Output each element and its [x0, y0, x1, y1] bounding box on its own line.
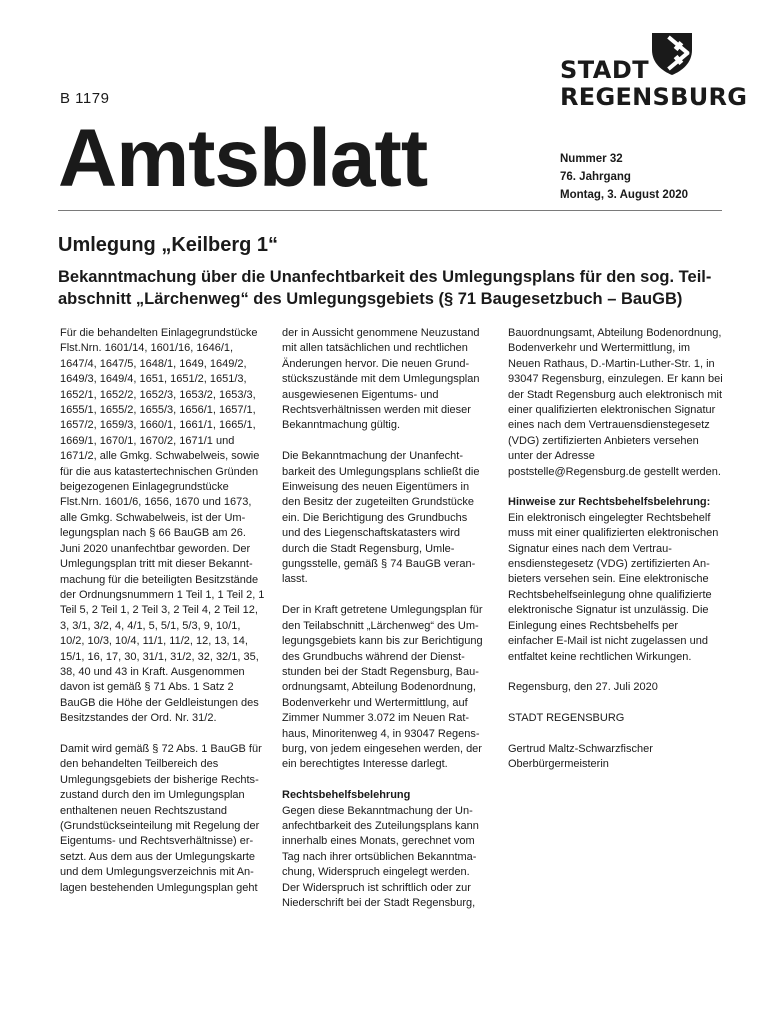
issue-info: [560, 150, 688, 204]
text-column-2: [282, 326, 487, 927]
issue-date: Montag, 3. August 2020: [560, 189, 689, 201]
coat-of-arms-icon: [648, 30, 696, 76]
city-logo: [560, 30, 748, 111]
article-title: Umlegung „Keilberg 1“: [58, 234, 279, 256]
issuing-authority: STADT REGENSBURG: [508, 712, 625, 725]
paragraph: Gegen diese Bekanntmachung der Unanfechtbarkeit des Zuteilungsplans kann innerhalb eines Monats, gerechnet vom Tag nach ihrer ortsüblichen Bekanntmachung, Widerspruch eingelegt werden. Der Widerspruch ist schriftlich oder zur Niederschrift bei der Stadt Regensburg,: [282, 804, 479, 909]
volume-year: 76. Jahrgang: [560, 171, 631, 183]
place-date: Regensburg, den 27. Juli 2020: [508, 681, 658, 694]
paragraph: Bauordnungsamt, Abteilung Bodenordnung, Bodenverkehr und Wertermittlung, im Neuen Rathaus, D.-Martin-Luther-Str. 1, in 93047 Regensburg, einzulegen. Er kann bei der Stadt Regensburg auch elektronisch mit einer qualifizierten elektronischen Signatur eines nach dem Vertrauensdienstegesetz (VDG) zertifizierten Anbieters versehen unter der Adresse poststelle@Regensburg.de gestellt werden.: [508, 327, 723, 478]
logo-text-regensburg: REGENSBURG: [560, 83, 748, 111]
masthead-title: Amtsblatt: [58, 113, 428, 204]
section-block: [282, 788, 487, 911]
section-block: [508, 495, 724, 664]
article-subtitle: Bekanntmachung über die Unanfechtbarkeit des Umlegungsplans für den sog. Teilabschnitt „Lärchenweg“ des Umlegungsgebiets (§ 71 Baugesetzbuch – BauGB): [58, 268, 712, 308]
paragraph: Der in Kraft getretene Umlegungsplan für den Teilabschnitt „Lärchenweg“ des Umlegungsgebiets kann bis zur Berichtigung des Grundbuchs während der Dienststunden bei der Stadt Regensburg, Bauordnungsamt, Abteilung Bodenordnung, Bodenverkehr und Wertermittlung, auf Zimmer Nummer 3.072 im Neuen Rathaus, Minoritenweg 4, in 93047 Regensburg, von jedem eingesehen werden, der ein berechtigtes Interesse darlegt.: [282, 604, 483, 771]
issue-number: Nummer 32: [560, 153, 623, 165]
paragraph: Für die behandelten Einlagegrundstücke Flst.Nrn. 1601/14, 1601/16, 1646/1, 1647/4, 1647/5, 1648/1, 1649, 1649/2, 1649/3, 1649/4, 1651, 1651/2, 1651/3, 1652/1, 1652/2, 1652/3, 1653/2, 1653/3, 1655/1, 1655/2, 1655/3, 1656/1, 1657/1, 1657/2, 1659/3, 1660/1, 1661/1, 1665/1, 1669/1, 1670/1, 1670/2, 1671/1 und 1671/2, alle Gmkg. Schwabelweis, sowie für die aus katastertechnischen Gründen beigezogenen Einlagegrundstücke Flst.Nrn. 1601/6, 1656, 1670 und 1673, alle Gmkg. Schwabelweis, ist der Umlegungsplan nach § 66 BauGB am 26. Juni 2020 unanfechtbar geworden. Der Umlegungsplan tritt mit dieser Bekanntmachung für die beteiligten Besitzstände der Ordnungsnummern 1 Teil 1, 1 Teil 2, 1 Teil 5, 2 Teil 1, 2 Teil 3, 2 Teil 4, 2 Teil 12, 3, 3/1, 3/2, 4, 4/1, 5, 5/1, 5/3, 9, 10/1, 10/2, 10/3, 10/4, 11/1, 11/2, 12, 13, 14, 15/1, 16, 17, 30, 31/1, 31/2, 32, 32/1, 35, 38, 40 und 43 in Kraft. Ausgenommen davon ist gemäß § 71 Abs. 1 Satz 2 BauGB die Höhe der Geldleistungen des Besitzstandes der Ord. Nr. 31/2.: [60, 327, 265, 725]
section-heading: Rechtsbehelfsbelehrung: [282, 789, 411, 802]
section-heading: Hinweise zur Rechtsbehelfsbelehrung:: [508, 496, 711, 509]
text-column-3: [508, 326, 724, 788]
paragraph: Die Bekanntmachung der Unanfechtbarkeit des Umlegungsplans schließt die Einweisung des neuen Eigentümers in den Besitz der zugeteilten Grundstücke ein. Die Berichtigung des Grundbuchs und des Liegenschaftskatasters wird durch die Stadt Regensburg, Umlegungsstelle, gemäß § 74 BauGB veranlasst.: [282, 450, 480, 586]
logo-text-stadt: STADT: [560, 56, 650, 84]
header-divider: [58, 210, 722, 211]
paragraph: Damit wird gemäß § 72 Abs. 1 BauGB für den behandelten Teilbereich des Umlegungsgebiets der bisherige Rechtszustand durch den im Umlegungsplan enthaltenen neuen Rechtszustand (Grundstückseinteilung mit Regelung der Eigentums- und Rechtsverhältnisse) ersetzt. Aus dem aus der Umlegungskarte und dem Umlegungsverzeichnis mit Anlagen bestehenden Umlegungsplan geht: [60, 742, 262, 894]
paragraph: Ein elektronisch eingelegter Rechtsbehelf muss mit einer qualifizierten elektronischen Signatur eines nach dem Vertrauensdienstegesetz (VDG) zertifizierten Anbieters versehen sein. Eine elektronische Rechtsbehelfseinlegung ohne qualifizierte elektronische Signatur ist unzulässig. Die Einlegung eines Rechtsbehelfs per einfacher E-Mail ist nicht zugelassen und entfaltet keine rechtlichen Wirkungen.: [508, 511, 719, 663]
publication-reference: B 1179: [60, 90, 110, 107]
signature-block: [508, 742, 724, 773]
signatory-name: Gertrud Maltz-Schwarzfischer: [508, 742, 653, 755]
signatory-title: Oberbürgermeisterin: [508, 758, 609, 771]
text-column-1: [60, 326, 265, 911]
paragraph: der in Aussicht genommene Neuzustand mit allen tatsächlichen und rechtlichen Änderungen hervor. Die neuen Grundstückszustände mit dem Umlegungsplan ausgewiesenen Eigentums- und Rechtsverhältnissen werden mit dieser Bekanntmachung gültig.: [282, 327, 480, 432]
